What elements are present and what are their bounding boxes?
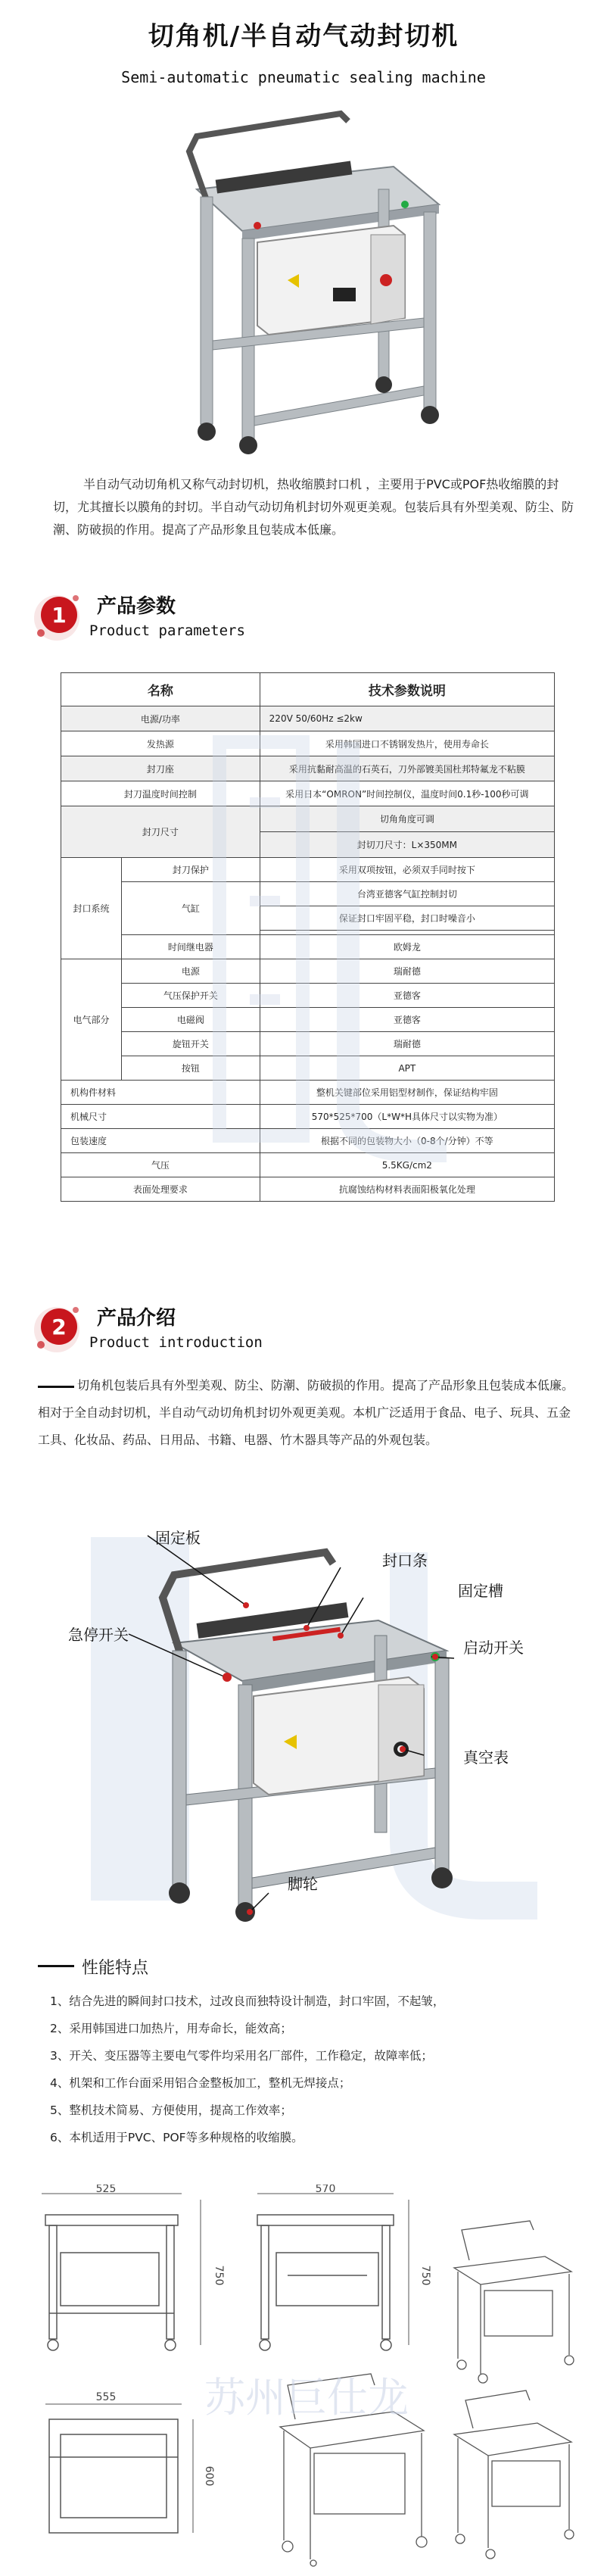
table-row: 电气部分 电源 瑞耐德 xyxy=(61,959,555,984)
features-list xyxy=(50,1988,580,2151)
callout-vacuum-gauge: 真空表 xyxy=(463,1748,509,1767)
section-title: 产品参数 xyxy=(97,595,176,618)
table-row: 封刀尺寸 切角角度可调 xyxy=(61,806,555,832)
section-number-badge xyxy=(30,589,83,642)
page-title: 切角机/半自动气动封切机 xyxy=(148,21,459,51)
table-row: 按钮 APT xyxy=(61,1056,555,1081)
table-row: 气压保护开关 亚德客 xyxy=(61,984,555,1008)
table-row: 旋钮开关 瑞耐德 xyxy=(61,1032,555,1056)
section-subtitle: Product parameters xyxy=(89,622,245,639)
table-row: 气缸 台湾亚德客气缸控制封切 xyxy=(61,882,555,906)
table-row: 包装速度 根据不同的包装物大小（0-8个/分钟）不等 xyxy=(61,1129,555,1153)
divider-dash xyxy=(38,1965,74,1967)
list-item: 5、整机技术简易、方便使用，提高工作效率； xyxy=(50,2104,292,2117)
parameter-table xyxy=(61,672,555,1202)
list-item: 1、结合先进的瞬间封口技术，过改良而独特设计制造，封口牢固，不起皱， xyxy=(50,1994,445,2008)
technical-drawings xyxy=(30,2185,583,2567)
table-row: 封刀座 采用抗黏耐高温的石英石，刀外部镀美国杜邦特氟龙不粘膜 xyxy=(61,756,555,781)
section-header-intro xyxy=(23,1295,583,1363)
intro-paragraph: 半自动气动切角机又称气动封切机，热收缩膜封口机 ，主要用于PVC或POF热收缩膜的封切，尤其擅长以膜角的封切。半自动气动切角机封切外观更美观。包装后具有外型美观、防尘、防潮、防破损的作用。提高了产品形象且包装成本低廉。 xyxy=(53,477,574,537)
table-row: 保证封口牢固平稳，封口时噪音小 xyxy=(61,906,555,931)
section-number: 1 xyxy=(51,603,67,628)
svg-text:555: 555 xyxy=(95,2391,117,2403)
svg-text:525: 525 xyxy=(95,2185,117,2195)
table-header-name: 名称 xyxy=(61,673,260,706)
list-item: 3、开关、变压器等主要电气零件均采用名厂部件，工作稳定，故障率低； xyxy=(50,2049,433,2063)
section-title: 产品介绍 xyxy=(97,1307,176,1330)
callout-fixing-groove: 固定槽 xyxy=(458,1582,503,1600)
table-row: 发热源 采用韩国进口不锈钢发热片，使用寿命长 xyxy=(61,731,555,756)
list-item: 4、机架和工作台面采用铝合金整板加工，整机无焊接点； xyxy=(50,2076,351,2090)
svg-text:570: 570 xyxy=(315,2185,336,2195)
page-subtitle: Semi-automatic pneumatic sealing machine xyxy=(121,68,486,86)
intro-paragraph-2: 切角机包装后具有外型美观、防尘、防潮、防破损的作用。提高了产品形象且包装成本低廉。相对于全自动封切机，半自动气动切角机封切外观更美观。本机广泛适用于食品、电子、玩具、五金工具、化妆品、药品、日用品、书籍、电器、竹木器具等产品的外观包装。 xyxy=(38,1378,574,1447)
section-header-params xyxy=(23,583,583,651)
table-row: 封口系统 封刀保护 采用双项按钮，必须双手同时按下 xyxy=(61,858,555,882)
drawing-watermark: 苏州巨仕龙 xyxy=(204,2374,409,2422)
table-row: 机械尺寸 570*525*700（L*W*H具体尺寸以实物为准） xyxy=(61,1105,555,1129)
svg-text:600: 600 xyxy=(203,2465,215,2487)
svg-text:750: 750 xyxy=(213,2265,225,2286)
table-row: 封切刀尺寸：L×350MM xyxy=(61,832,555,858)
features-title: 性能特点 xyxy=(82,1959,149,1978)
list-item: 6、本机适用于PVC、POF等多种规格的收缩膜。 xyxy=(50,2131,304,2144)
list-item: 2、采用韩国进口加热片，用寿命长，能效高； xyxy=(50,2022,292,2035)
callout-caster: 脚轮 xyxy=(288,1875,318,1893)
section-subtitle: Product introduction xyxy=(89,1334,263,1351)
table-row: 机构件材料 整机关键部位采用铝型材制作，保证结构牢固 xyxy=(61,1081,555,1105)
table-header-spec: 技术参数说明 xyxy=(260,673,554,706)
callout-e-stop: 急停开关 xyxy=(68,1626,129,1644)
table-row: 表面处理要求 抗腐蚀结构材料表面阳极氧化处理 xyxy=(61,1177,555,1202)
callout-fixing-plate: 固定板 xyxy=(155,1529,201,1547)
table-row: 封刀温度时间控制 采用日本“OMRON”时间控制仪，温度时间0.1秒-100秒可调 xyxy=(61,781,555,806)
machine-photo-main xyxy=(144,98,462,454)
table-row: 电磁阀 亚德客 xyxy=(61,1008,555,1032)
section-number: 2 xyxy=(51,1315,67,1339)
svg-text:750: 750 xyxy=(419,2265,431,2286)
callout-seal-strip: 封口条 xyxy=(382,1552,428,1570)
table-row: 电源/功率 220V 50/60Hz ≤2kw xyxy=(61,706,555,731)
callout-start-switch: 启动开关 xyxy=(463,1639,524,1657)
section-number-badge xyxy=(30,1301,83,1354)
table-row: 气压 5.5KG/cm2 xyxy=(61,1153,555,1177)
table-row: 时间继电器 欧姆龙 xyxy=(61,935,555,959)
